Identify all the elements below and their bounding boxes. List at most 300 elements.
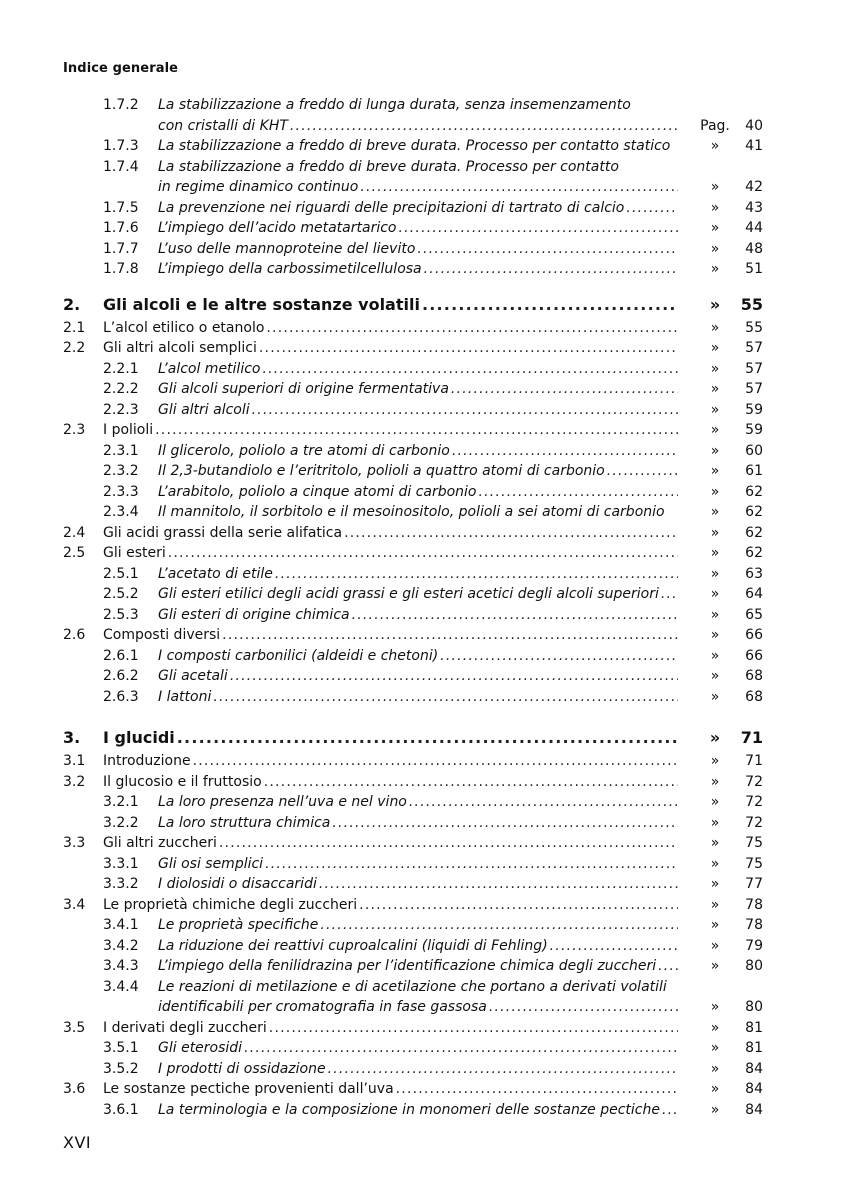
page-marker: »: [710, 958, 720, 974]
toc-page-number: 42: [745, 179, 763, 195]
leader-dots: [328, 1059, 678, 1080]
toc-page-number: 66: [745, 647, 763, 664]
toc-entry-number: 2.2: [63, 340, 86, 356]
page-marker: »: [710, 586, 720, 602]
page-marker: »: [710, 360, 720, 377]
toc-entry-title: [158, 116, 678, 137]
section-gap: [63, 280, 771, 292]
page-marker: »: [710, 688, 720, 705]
toc-entry-title-text: Le reazioni di metilazione e di acetilazione che portano a derivati volatili: [158, 978, 667, 995]
toc-entry: [63, 977, 771, 998]
toc-entry-number: 2.2.1: [103, 360, 139, 377]
leader-dots: [244, 1038, 678, 1059]
toc-entry-title-text: Il 2,3-butandiolo e l’eritritolo, polioli a quattro atomi di carbonio: [158, 463, 605, 479]
toc-entry-title: [158, 441, 678, 462]
toc-entry: [63, 813, 771, 834]
toc-entry-title-text: Gli eterosidi: [158, 1040, 243, 1056]
toc-page-number: 66: [745, 627, 763, 643]
page-marker: »: [710, 668, 720, 684]
toc-entry-number: 2.1: [63, 319, 86, 336]
toc-entry-title: [158, 1059, 678, 1080]
toc-entry: [63, 502, 771, 523]
page-marker: Pag.: [700, 117, 730, 134]
page-number: XVI: [63, 1133, 92, 1152]
toc-entry: [63, 400, 771, 421]
toc-entry-title-text: Il glucosio e il fruttosio: [103, 773, 262, 790]
toc-page-number: 40: [745, 117, 763, 134]
page-marker: »: [710, 753, 720, 769]
toc-page-number: 60: [745, 442, 763, 459]
page-marker: »: [710, 917, 720, 933]
toc-entry: [63, 136, 771, 157]
toc-entry: [63, 543, 771, 564]
toc-entry-title-text: Gli alcoli superiori di origine fermentativa: [158, 381, 449, 397]
toc-entry-number: 3.2.1: [103, 794, 139, 810]
toc-page-number: 71: [740, 728, 763, 747]
toc-entry-number: 2.5.3: [103, 606, 139, 623]
toc-entry: [63, 318, 771, 339]
toc-entry-title: [158, 646, 678, 667]
toc-entry-title: [103, 625, 678, 646]
toc-entry-title-text: L’acetato di etile: [158, 565, 273, 582]
toc-entry-number: 3.4.3: [103, 958, 139, 974]
toc-entry-title-text: Gli altri zuccheri: [103, 835, 217, 851]
toc-entry-title: [158, 157, 678, 178]
toc-entry-number: 2.5: [63, 545, 86, 561]
toc-page-number: 78: [745, 917, 763, 933]
toc-entry-number: 1.7.8: [103, 261, 139, 277]
toc-entry-title: [158, 687, 678, 708]
toc-entry-number: 2.2.2: [103, 381, 139, 397]
toc-entry-number: 2.3.4: [103, 504, 139, 520]
toc-entry-title-text: Il glicerolo, poliolo a tre atomi di carbonio: [158, 442, 450, 459]
leader-dots: [290, 116, 678, 137]
page-marker: »: [710, 381, 720, 397]
toc-page-number: 80: [745, 999, 763, 1015]
toc-entry-title-text: Gli osi semplici: [158, 855, 264, 872]
toc-entry-title-text: con cristalli di KHT: [158, 117, 288, 134]
toc-entry-title-text: La loro struttura chimica: [158, 814, 331, 831]
toc-page-number: 55: [740, 294, 763, 314]
toc-entry-title-text: Gli esteri di origine chimica: [158, 606, 350, 623]
toc-entry-number: 3.3.2: [103, 876, 139, 892]
toc-entry-number: 2.4: [63, 524, 86, 541]
leader-dots: [177, 725, 678, 751]
toc-entry-title: [158, 584, 678, 605]
leader-dots: [168, 543, 678, 564]
toc-entry-title-text: La stabilizzazione a freddo di breve durata. Processo per contatto: [158, 158, 619, 175]
leader-dots: [550, 936, 678, 957]
toc-entry: [63, 936, 771, 957]
toc-entry-title: [158, 915, 678, 936]
toc-entry: [63, 956, 771, 977]
page-marker: »: [710, 261, 720, 277]
toc-entry-title: [158, 874, 678, 895]
toc-entry-number: 2.3.1: [103, 442, 139, 459]
page-marker: »: [710, 340, 720, 356]
toc-entry: [63, 1038, 771, 1059]
toc-entry-title: [103, 523, 678, 544]
toc-entry: [63, 605, 771, 626]
table-of-contents: [63, 95, 771, 1120]
toc-entry-title: [158, 177, 678, 198]
toc-page-number: 75: [745, 855, 763, 872]
toc-entry-title-text: Introduzione: [103, 753, 191, 769]
leader-dots: [332, 813, 678, 834]
page-marker: »: [710, 1019, 720, 1036]
toc-entry-title: [158, 854, 678, 875]
toc-entry: [63, 338, 771, 359]
toc-entry-number: 3.2: [63, 773, 86, 790]
toc-entry-title: [103, 338, 678, 359]
toc-entry: [63, 461, 771, 482]
toc-entry: [63, 379, 771, 400]
leader-dots: [359, 895, 678, 916]
leader-dots: [230, 666, 678, 687]
toc-page-number: 57: [745, 360, 763, 377]
page-marker: »: [710, 524, 720, 541]
page-marker: »: [710, 463, 720, 479]
page-marker: »: [710, 1060, 720, 1077]
leader-dots: [265, 854, 678, 875]
toc-entry: [63, 523, 771, 544]
toc-page-number: 68: [745, 688, 763, 705]
page-marker: »: [710, 220, 720, 236]
toc-entry-number: 2.5.1: [103, 565, 139, 582]
toc-page-number: 72: [745, 773, 763, 790]
toc-entry-title: [158, 936, 678, 957]
toc-entry-title: [103, 772, 678, 793]
toc-page-number: 55: [745, 319, 763, 336]
toc-entry: [63, 359, 771, 380]
leader-dots: [360, 177, 678, 198]
toc-entry-title: [158, 1038, 678, 1059]
page-marker: »: [710, 606, 720, 623]
toc-entry-number: 3.4.2: [103, 937, 139, 954]
leader-dots: [661, 584, 678, 605]
toc-page-number: 59: [745, 422, 763, 438]
toc-page-number: 75: [745, 835, 763, 851]
toc-entry-title-text: L’impiego della fenilidrazina per l’identificazione chimica degli zuccheri: [158, 958, 657, 974]
toc-entry-title: [158, 956, 678, 977]
leader-dots: [155, 420, 678, 441]
toc-page-number: 78: [745, 896, 763, 913]
toc-entry-number: 2.3.3: [103, 483, 139, 500]
toc-entry-title: [158, 461, 678, 482]
toc-entry-title-text: Gli esteri: [103, 545, 166, 561]
toc-entry-number: 2.6.2: [103, 668, 139, 684]
toc-page-number: 79: [745, 937, 763, 954]
toc-page-number: 65: [745, 606, 763, 623]
leader-dots: [662, 1100, 678, 1121]
page-marker: »: [710, 835, 720, 851]
toc-entry-number: 3.5.1: [103, 1040, 139, 1056]
toc-entry-title: [158, 502, 678, 523]
page-marker: »: [710, 422, 720, 438]
toc-entry-title: [158, 359, 678, 380]
toc-page-number: 44: [745, 220, 763, 236]
toc-entry-number: 3.2.2: [103, 814, 139, 831]
toc-entry-title-text: La terminologia e la composizione in monomeri delle sostanze pectiche: [158, 1101, 660, 1118]
toc-entry-number: 1.7.6: [103, 220, 139, 236]
toc-entry-number: 3.1: [63, 753, 86, 769]
leader-dots: [222, 625, 678, 646]
page-marker: »: [710, 179, 720, 195]
leader-dots: [422, 292, 678, 318]
page-marker: »: [710, 483, 720, 500]
page-marker: »: [710, 937, 720, 954]
leader-dots: [417, 239, 678, 260]
toc-entry-title-text: L’alcol etilico o etanolo: [103, 319, 265, 336]
page-marker: »: [710, 855, 720, 872]
leader-dots: [489, 997, 678, 1018]
toc-entry-number: 1.7.2: [103, 97, 139, 113]
toc-page-number: 72: [745, 814, 763, 831]
toc-entry-title-text: L’uso delle mannoproteine del lievito: [158, 240, 416, 257]
toc-entry-title: [158, 482, 678, 503]
toc-entry-title-text: La loro presenza nell’uva e nel vino: [158, 794, 407, 810]
leader-dots: [607, 461, 678, 482]
page-marker: »: [710, 240, 720, 257]
toc-entry: [63, 198, 771, 219]
page-marker: »: [710, 876, 720, 892]
page-marker: »: [710, 814, 720, 831]
toc-entry-title-text: I diolosidi o disaccaridi: [158, 876, 317, 892]
toc-entry-number: 2.: [63, 294, 81, 314]
toc-entry-title-text: in regime dinamico continuo: [158, 179, 359, 195]
toc-entry: [63, 1018, 771, 1039]
leader-dots: [193, 751, 678, 772]
toc-page-number: 63: [745, 565, 763, 582]
toc-page-number: 84: [745, 1060, 763, 1077]
toc-entry-number: 1.7.4: [103, 158, 139, 175]
toc-entry-title-text: Gli acidi grassi della serie alifatica: [103, 524, 343, 541]
toc-entry-title-text: I glucidi: [103, 728, 175, 747]
toc-entry-title: [158, 218, 678, 239]
toc-entry-title: [103, 318, 678, 339]
toc-entry-title-text: I prodotti di ossidazione: [158, 1060, 326, 1077]
page-marker: »: [710, 319, 720, 336]
toc-page-number: 68: [745, 668, 763, 684]
toc-entry-title: [158, 379, 678, 400]
toc-page-number: 62: [745, 483, 763, 500]
leader-dots: [452, 441, 678, 462]
toc-entry-title: [158, 400, 678, 421]
toc-entry: [63, 854, 771, 875]
toc-entry-title: [103, 833, 678, 854]
toc-entry-title: [158, 239, 678, 260]
toc-entry-title-text: Il mannitolo, il sorbitolo e il mesoinositolo, polioli a sei atomi di carbonio: [158, 504, 665, 520]
toc-entry-title: [158, 792, 678, 813]
toc-entry-number: 3.6.1: [103, 1101, 139, 1118]
toc-entry-number: 3.3: [63, 835, 86, 851]
toc-entry-title-text: La stabilizzazione a freddo di breve durata. Processo per contatto statico: [158, 138, 671, 154]
toc-entry-number: 3.5: [63, 1019, 86, 1036]
toc-entry-title-text: Gli alcoli e le altre sostanze volatili: [103, 294, 420, 314]
toc-entry-number: 3.6: [63, 1081, 86, 1097]
toc-page-number: 64: [745, 586, 763, 602]
toc-entry: [63, 895, 771, 916]
toc-entry-title: [158, 605, 678, 626]
leader-dots: [264, 772, 678, 793]
toc-entry-title-text: Le proprietà chimiche degli zuccheri: [103, 896, 358, 913]
toc-entry-continuation: [63, 116, 771, 137]
toc-entry: [63, 1059, 771, 1080]
page-marker: »: [710, 1040, 720, 1056]
toc-entry-title-text: La stabilizzazione a freddo di lunga durata, senza insemenzamento: [158, 97, 631, 113]
page-marker: »: [710, 896, 720, 913]
toc-entry: [63, 751, 771, 772]
toc-entry: [63, 792, 771, 813]
toc-entry-title-text: La riduzione dei reattivi cuproalcalini (liquidi di Fehling): [158, 937, 548, 954]
toc-entry: [63, 239, 771, 260]
page-marker: »: [709, 728, 721, 747]
page-header: Indice generale: [63, 61, 179, 76]
toc-entry-title: [158, 95, 678, 116]
leader-dots: [626, 198, 678, 219]
toc-entry-title-text: identificabili per cromatografia in fase gassosa: [158, 999, 487, 1015]
toc-page-number: 48: [745, 240, 763, 257]
toc-entry-continuation: [63, 997, 771, 1018]
page-marker: »: [710, 442, 720, 459]
leader-dots: [213, 687, 678, 708]
toc-page-number: 43: [745, 199, 763, 216]
toc-entry-title: [103, 1018, 678, 1039]
toc-entry: [63, 420, 771, 441]
toc-entry-number: 3.4.4: [103, 978, 139, 995]
toc-entry-title-text: Gli acetali: [158, 668, 228, 684]
leader-dots: [320, 915, 678, 936]
toc-entry-number: 2.6: [63, 627, 86, 643]
toc-entry-title: [103, 420, 678, 441]
page-marker: »: [710, 401, 720, 418]
toc-page-number: 51: [745, 261, 763, 277]
toc-entry-title: [158, 198, 678, 219]
leader-dots: [424, 259, 678, 280]
toc-entry-title: [158, 813, 678, 834]
leader-dots: [451, 379, 678, 400]
toc-chapter: [63, 725, 771, 751]
toc-entry-number: 1.7.5: [103, 199, 139, 216]
leader-dots: [262, 359, 678, 380]
toc-entry: [63, 482, 771, 503]
toc-entry-number: 3.: [63, 728, 81, 747]
toc-entry-number: 2.3: [63, 422, 86, 438]
toc-entry-number: 1.7.7: [103, 240, 139, 257]
toc-entry-title-text: Gli esteri etilici degli acidi grassi e gli esteri acetici degli alcoli superiori: [158, 586, 659, 602]
toc-page-number: 84: [745, 1101, 763, 1118]
toc-entry-number: 2.5.2: [103, 586, 139, 602]
toc-entry: [63, 646, 771, 667]
leader-dots: [440, 646, 678, 667]
toc-entry: [63, 1100, 771, 1121]
toc-entry: [63, 874, 771, 895]
page-marker: »: [710, 1081, 720, 1097]
toc-entry-number: 3.4: [63, 896, 86, 913]
toc-entry-title-text: L’impiego dell’acido metatartarico: [158, 220, 397, 236]
toc-entry: [63, 687, 771, 708]
toc-entry-title: [158, 666, 678, 687]
page-marker: »: [710, 1101, 720, 1118]
toc-entry-title-text: Le sostanze pectiche provenienti dall’uva: [103, 1081, 394, 1097]
toc-entry-number: 3.4.1: [103, 917, 139, 933]
leader-dots: [275, 564, 678, 585]
toc-entry-number: 3.3.1: [103, 855, 139, 872]
toc-entry: [63, 259, 771, 280]
leader-dots: [396, 1079, 678, 1100]
toc-entry-title: [158, 136, 678, 157]
toc-page-number: 59: [745, 401, 763, 418]
toc-entry-title: [103, 895, 678, 916]
toc-entry-continuation: [63, 177, 771, 198]
toc-entry-title-text: I lattoni: [158, 688, 212, 705]
toc-page-number: 41: [745, 138, 763, 154]
toc-page-number: 57: [745, 340, 763, 356]
leader-dots: [344, 523, 678, 544]
toc-entry: [63, 625, 771, 646]
toc-entry-title-text: La prevenzione nei riguardi delle precipitazioni di tartrato di calcio: [158, 199, 625, 216]
toc-entry: [63, 666, 771, 687]
toc-entry-number: 1.7.3: [103, 138, 139, 154]
toc-entry-title-text: I composti carbonilici (aldeidi e chetoni): [158, 647, 439, 664]
toc-page-number: 84: [745, 1081, 763, 1097]
toc-entry: [63, 95, 771, 116]
leader-dots: [479, 482, 679, 503]
toc-entry: [63, 564, 771, 585]
page-marker: »: [710, 627, 720, 643]
leader-dots: [259, 338, 678, 359]
toc-chapter: [63, 292, 771, 318]
toc-entry: [63, 1079, 771, 1100]
page-marker: »: [710, 138, 720, 154]
leader-dots: [219, 833, 678, 854]
toc-entry: [63, 441, 771, 462]
toc-entry: [63, 157, 771, 178]
leader-dots: [398, 218, 678, 239]
toc-entry-title: [158, 564, 678, 585]
leader-dots: [319, 874, 678, 895]
toc-page-number: 71: [745, 753, 763, 769]
page-marker: »: [710, 199, 720, 216]
toc-entry: [63, 218, 771, 239]
toc-entry-number: 2.3.2: [103, 463, 139, 479]
toc-entry-number: 2.2.3: [103, 401, 139, 418]
toc-entry-title-text: L’alcol metilico: [158, 360, 261, 377]
toc-entry-title: [103, 725, 678, 751]
page-marker: »: [710, 565, 720, 582]
toc-entry: [63, 833, 771, 854]
toc-entry-title-text: L’impiego della carbossimetilcellulosa: [158, 261, 422, 277]
section-gap: [63, 707, 771, 725]
toc-page-number: 81: [745, 1040, 763, 1056]
page-marker: »: [710, 545, 720, 561]
toc-entry-title-text: Composti diversi: [103, 627, 221, 643]
toc-entry: [63, 915, 771, 936]
toc-entry-title-text: I derivati degli zuccheri: [103, 1019, 267, 1036]
toc-entry-title: [103, 751, 678, 772]
toc-entry-number: 2.6.1: [103, 647, 139, 664]
toc-entry-title-text: Gli altri alcoli semplici: [103, 340, 257, 356]
toc-entry-title: [103, 292, 678, 318]
toc-entry-title-text: Gli altri alcoli: [158, 401, 250, 418]
toc-page-number: 61: [745, 463, 763, 479]
page-marker: »: [709, 294, 721, 314]
toc-entry: [63, 584, 771, 605]
toc-entry-title: [158, 997, 678, 1018]
toc-page-number: 57: [745, 381, 763, 397]
leader-dots: [269, 1018, 678, 1039]
leader-dots: [409, 792, 678, 813]
